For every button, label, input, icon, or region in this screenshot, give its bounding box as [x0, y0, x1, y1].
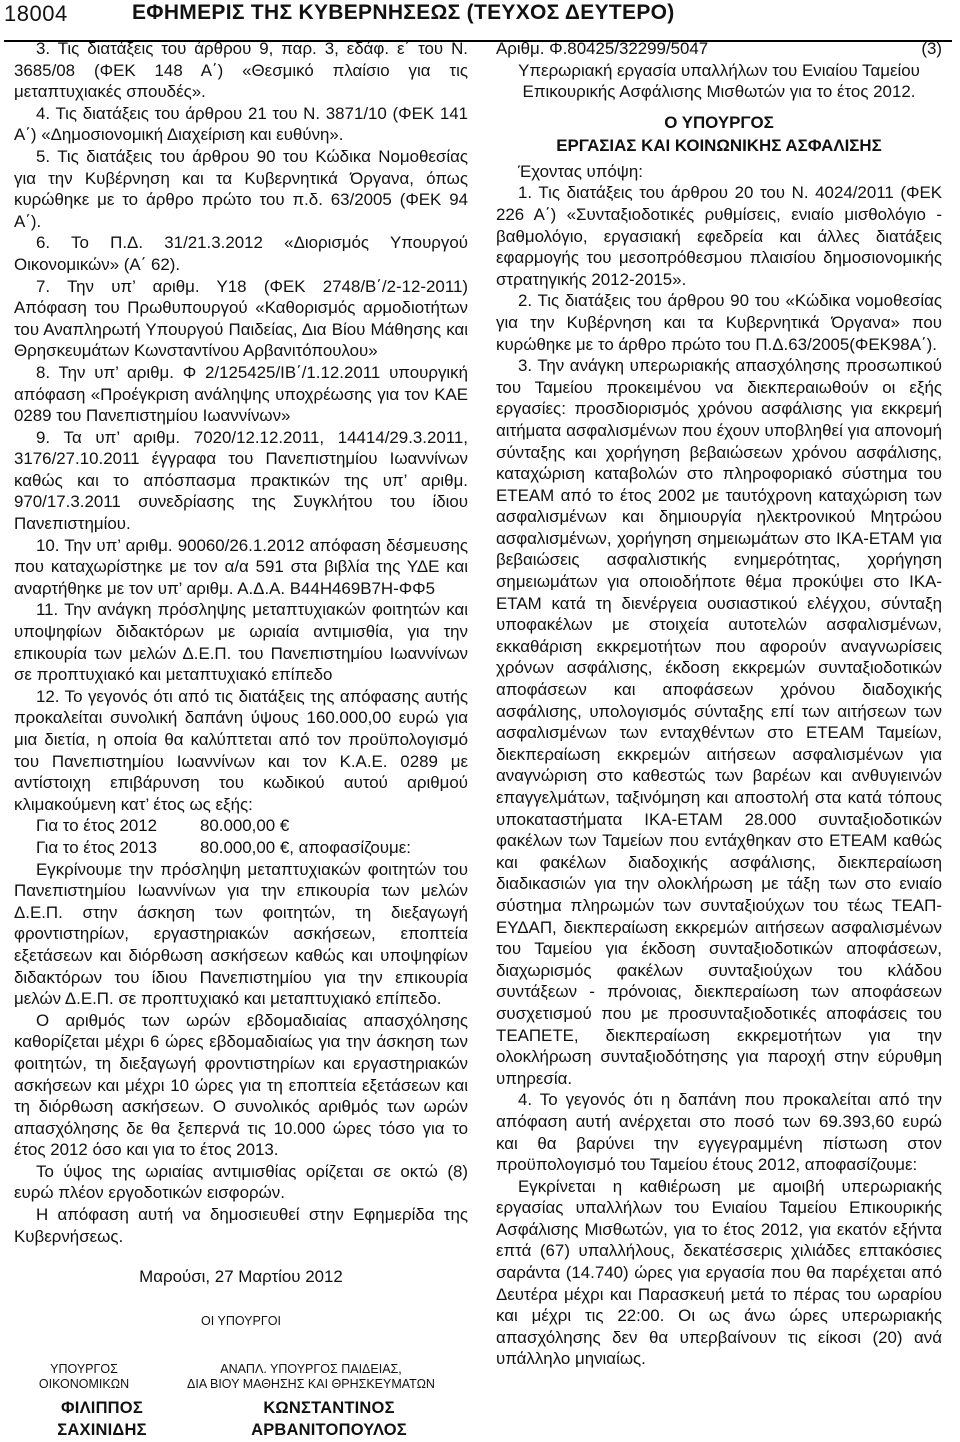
ministers-label: ΟΙ ΥΠΟΥΡΓΟΙ: [201, 1313, 281, 1328]
cost-label: Για το έτος 2013: [36, 837, 158, 857]
cost-label: Για το έτος 2012: [36, 816, 158, 836]
clause-10: 10. Την υπ’ αριθμ. 90060/26.1.2012 απόφαση δέσμευσης που καταχωρίστηκε με τον α/α 591 στα βιβλία της ΥΔΕ και αναρτήθηκε με τον υπ’ αριθμ. Α.Δ.Α. Β44Η469Β7Η-ΦΦ5: [14, 535, 468, 598]
clause-8: 8. Την υπ’ αριθμ. Φ 2/125425/ΙΒ΄/1.12.2011 υπουργική απόφαση «Προέγκριση ανάληψης υποχρέωσης για τον ΚΑΕ 0289 του Πανεπιστημίου Ιωαννίνων»: [14, 362, 468, 426]
cost-row-2013: [14, 837, 468, 859]
cost-value: 80.000,00 €: [200, 816, 290, 836]
hours-paragraph: Ο αριθμός των ωρών εβδομαδιαίας απασχόλησης καθορίζεται μέχρι 6 ώρες εβδομαδιαίως για την άσκηση των φοιτητών, τη διεξαγωγή φροντιστηρίων και εργαστηριακών ασκήσεων και μέχρι 10 ώρες για τη εποπτεία εξετάσεων και τη διόρθωση ασκήσεων. Ο συνολικός αριθμός των ωρών απασχόλησης δε θα ξεπερνά τις 10.000 ώρες τόσο για το έτος 2012 όσο και για το έτος 2013.: [14, 1010, 468, 1160]
sig-title-line: ΥΠΟΥΡΓΟΣ: [50, 1362, 118, 1377]
clause-5: 5. Τις διατάξεις του άρθρου 90 του Κώδικα Νομοθεσίας για την Κυβέρνηση και τα Κυβερνητικά Όργανα, όπως κυρώθηκε με το άρθρο πρώτο του π.δ. 63/2005 (ΦΕΚ 94 Α΄).: [14, 146, 468, 231]
clause-3: 3. Την ανάγκη υπερωριακής απασχόλησης προσωπικού του Ταμείου προκειμένου να διεκπεραιωθούν οι εξής εργασίες: προσδιορισμός χρόνου ασφάλισης για εκκρεμή αιτήματα ασφαλισμένων που έχουν υποβληθεί για απονομή σύνταξης και χορήγηση βεβαιώσεων χρόνου ασφάλισης, καταχώριση καταβολών στο πληροφοριακό σύστημα του ΕΤΕΑΜ από το έτος 2002 με ταυτόχρονη καταχώριση των ασφαλισμένων και δημιουργία ηλεκτρονικού Μητρώου ασφαλισμένων, χορήγηση σημειωμάτων στο ΙΚΑ-ΕΤΑΜ για βεβαιώσεις ασφαλιστικής ενημερότητας, χορήγηση σημειωμάτων για οποιοδήποτε θέμα προκύψει στο ΙΚΑ-ΕΤΑΜ κατά τη διενέργεια ουσιαστικού ελέγχου, σύνταξη υποφακέλων με στοιχεία αυτοτελών ασφαλισμένων, εκκαθάριση εκκρεμοτήτων που αφορούν αναγνωρίσεις χρόνων ασφάλισης, έκδοση εκκρεμών συνταξιοδοτικών αποφάσεων και αποφάσεων χρόνου διαδοχικής ασφάλισης, υπολογισμός σύνταξης επί των αιτήσεων των ασφαλισμένων των ενταχθέντων στο ΕΤΕΑΜ Ταμείων, διεκπεραίωση εκκρεμών αιτήσεων ασφαλισμένων για αναγνώριση στο καθεστώς των βαρέων και ανθυγιεινών επαγγελμάτων, ταξινόμηση και αποστολή στα κατά τόπους υποκαταστήματα ΙΚΑ-ΕΤΑΜ 28.000 συνταξιοδοτικών φακέλων των Ταμείων που εντάχθηκαν στο ΕΤΕΑΜ καθώς και φακέλων διαδοχικής ασφάλισης, διεκπεραίωση διαδικασιών για την ολοκλήρωση με τάξη των στο ενιαίο σύστημα πληρωμών των συνταξιούχων του τέως ΤΕΑΠ-ΕΥΔΑΠ, διεκπεραίωση εκκρεμών αιτήσεων ασφαλισμένων του Ταμείου για έκδοση συνταξιοδοτικών αποφάσεων, διαχωρισμός φακέλων συνταξιούχων του κλάδου συντάξεων - πρόνοιας, διεκπεραίωση των αποφάσεων συσχετισμού που με προσυνταξιοδοτικές αποφάσεις του ΤΕΑΠΕΤΕ, διεκπεραίωση εκκρεμοτήτων για την ολοκλήρωση συνταξιοδότησης για παροχή στην εύρυθμη υπηρεσία.: [496, 356, 942, 1088]
left-column: [14, 38, 468, 1442]
signature-titles: [14, 1362, 468, 1392]
sig-title-line: ΑΝΑΠΛ. ΥΠΟΥΡΓΟΣ ΠΑΙΔΕΙΑΣ,: [220, 1362, 402, 1377]
signing-date: Μαρούσι, 27 Μαρτίου 2012: [139, 1267, 343, 1287]
clause-4: 4. Το γεγονός ότι η δαπάνη που προκαλείται από την απόφαση αυτή ανέρχεται στο ποσό των 69.393,60 ευρώ και θα βαρύνει την εγγεγραμμένη πίστωση στον προϋπολογισμό του Ταμείου έτους 2012, αποφασίζουμε:: [496, 1090, 942, 1175]
page-header: [4, 0, 952, 42]
decision-number-row: [496, 38, 942, 60]
clause-12: 12. Το γεγονός ότι από τις διατάξεις της απόφασης αυτής προκαλείται συνολική δαπάνη ύψους 160.000,00 ευρώ για μια διετία, η οποία θα καλύπτεται από τον προϋπολογισμό του Πανεπιστημίου Ιωαννίνων και τον Κ.Α.Ε. 0289 με αντίστοιχη επιβάρυνση του κωδικού αυτού αριθμού κλιμακούμενη κατ’ έτος ως εξής:: [14, 686, 468, 814]
signature-title-finance: [14, 1362, 154, 1392]
clause-2: 2. Τις διατάξεις του άρθρου 90 του «Κώδικα νομοθεσίας για την Κυβέρνηση και τα Κυβερνητικά Όργανα» που κυρώθηκε με το άρθρο πρώτο του Π.Δ.63/2005(ΦΕΚ98Α΄).: [496, 291, 942, 354]
minister-heading: [496, 111, 942, 157]
gazette-title: ΕΦΗΜΕΡΙΣ ΤΗΣ ΚΥΒΕΡΝΗΣΕΩΣ (ΤΕΥΧΟΣ ΔΕΥΤΕΡΟ): [132, 1, 675, 24]
sig-title-line: ΟΙΚΟΝΟΜΙΚΩΝ: [38, 1377, 130, 1392]
minister-line: Ο ΥΠΟΥΡΓΟΣ: [664, 112, 774, 132]
publish-paragraph: Η απόφαση αυτή να δημοσιευθεί στην Εφημερίδα της Κυβερνήσεως.: [14, 1205, 468, 1246]
having-regard: Έχοντας υπόψη:: [518, 161, 643, 181]
decision-number: Αριθμ. Φ.80425/32299/5047: [496, 39, 709, 58]
signatory-name-education: ΚΩΝΣΤΑΝΤΙΝΟΣ ΑΡΒΑΝΙΤΟΠΟΥΛΟΣ: [251, 1399, 407, 1440]
minister-line: ΕΡΓΑΣΙΑΣ ΚΑΙ ΚΟΙΝΩΝΙΚΗΣ ΑΣΦΑΛΙΣΗΣ: [556, 135, 882, 155]
clause-1: 1. Τις διατάξεις του άρθρου 20 του Ν. 4024/2011 (ΦΕΚ 226 Α΄) «Συνταξιοδοτικές ρυθμίσεις, ενιαίο μισθολόγιο - βαθμολόγιο, εργασιακή εφεδρεία και άλλες διατάξεις εφαρμογής του μεσοπρόθεσμου πλαισίου δημοσιονομικής στρατηγικής 2012-2015».: [496, 183, 942, 289]
sig-title-line: ΔΙΑ ΒΙΟΥ ΜΑΘΗΣΗΣ ΚΑΙ ΘΡΗΣΚΕΥΜΑΤΩΝ: [187, 1377, 435, 1392]
rate-paragraph: Το ύψος της ωριαίας αντιμισθίας ορίζεται σε οκτώ (8) ευρώ πλέον εργοδοτικών εισφορών.: [14, 1161, 468, 1203]
cost-value: 80.000,00 €, αποφασίζουμε:: [200, 837, 411, 857]
clause-11: 11. Την ανάγκη πρόσληψης μεταπτυχιακών φοιτητών και υποψηφίων διδακτόρων με ωριαία αντιμισθία, για την επικουρία των μελών Δ.Ε.Π. του Πανεπιστημίου Ιωαννίνων σε προπτυχιακό και μεταπτυχιακό επίπεδο: [14, 600, 468, 685]
decision-title: Υπερωριακή εργασία υπαλλήλων του Ενιαίου Ταμείου Επικουρικής Ασφάλισης Μισθωτών για το έτος 2012.: [518, 60, 920, 102]
clause-4: 4. Τις διατάξεις του άρθρου 21 του Ν. 3871/10 (ΦΕΚ 141 Α΄) «Δημοσιονομική Διαχείριση και ευθύνη».: [14, 103, 468, 145]
clause-9: 9. Τα υπ’ αριθμ. 7020/12.12.2011, 14414/29.3.2011, 3176/27.10.2011 έγγραφα του Πανεπιστημίου Ιωαννίνων καθώς και το απόσπασμα πρακτικών της υπ’ αριθμ. 970/17.3.2011 συνεδρίασης της Συγκλήτου του ίδιου Πανεπιστημίου.: [14, 427, 468, 534]
clause-7: 7. Την υπ’ αριθμ. Υ18 (ΦΕΚ 2748/Β΄/2-12-2011) Απόφαση του Πρωθυπουργού «Καθορισμός αρμοδιοτήτων του Αναπληρωτή Υπουργού Παιδείας, Δια Βίου Μάθησης και Θρησκευμάτων Κωνσταντίνου Αρβανιτόπουλου»: [14, 276, 468, 361]
clause-6: 6. Το Π.Δ. 31/21.3.2012 «Διορισμός Υπουργού Οικονομικών» (Α΄ 62).: [14, 233, 468, 274]
approval-paragraph: Εγκρίνουμε την πρόσληψη μεταπτυχιακών φοιτητών του Πανεπιστημίου Ιωαννίνων για την επικουρία των μελών Δ.Ε.Π. στην άσκηση των φοιτητών, τη διεξαγωγή φροντιστηρίων, εργαστηριακών ασκήσεων, εποπτεία εξετάσεων και διόρθωση ασκήσεων καθώς και υποψηφίων διδακτόρων του ίδιου Πανεπιστημίου για την επικουρία μελών Δ.Ε.Π. σε προπτυχιακό και μεταπτυχιακό επίπεδο.: [14, 859, 468, 1009]
approval-paragraph: Εγκρίνεται η καθιέρωση με αμοιβή υπερωριακής εργασίας υπαλλήλων του Ενιαίου Ταμείου Επικουρικής Ασφάλισης Μισθωτών, για το έτος 2012, για εκατόν εξήντα επτά (67) υπαλλήλους, δεκατέσσερις χιλιάδες επτακόσιες σαράντα (14.740) ώρες για εργασία που θα παρέχεται από Δευτέρα μέχρι και Παρασκευή μετά το πέρας του ωραρίου και μέχρι τις 22:00. Οι ως άνω ώρες υπερωριακής απασχόλησης δεν θα υπερβαίνουν τις είκοσι (20) ανά υπάλληλο μηνιαίως.: [496, 1176, 942, 1369]
page-number: 18004: [4, 1, 68, 26]
decision-index: (3): [921, 39, 942, 58]
cost-row-2012: [14, 815, 468, 837]
signature-title-education: [154, 1362, 468, 1392]
signatory-name-finance: ΦΙΛΙΠΠΟΣ ΣΑΧΙΝΙΔΗΣ: [57, 1399, 147, 1440]
clause-3: 3. Τις διατάξεις του άρθρου 9, παρ. 3, εδάφ. ε΄ του Ν. 3685/08 (ΦΕΚ 148 Α΄) «Θεσμικό πλαίσιο για τις μεταπτυχιακές σπουδές».: [14, 39, 468, 102]
right-column: [496, 38, 942, 1370]
signature-names: [14, 1398, 468, 1441]
